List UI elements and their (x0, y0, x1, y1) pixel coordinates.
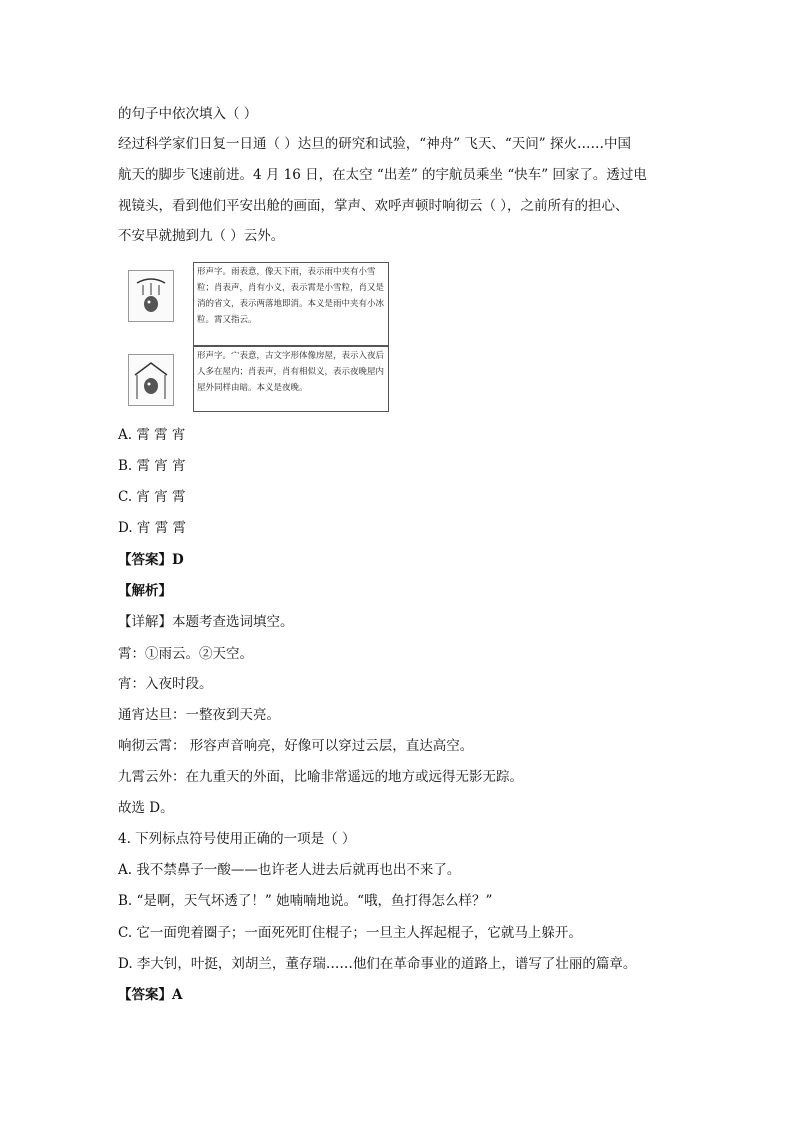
q4-stem: 4. 下列标点符号使用正确的一项是（ ） (118, 831, 356, 847)
q4-option-c: C. 它一面兜着圈子；一面死死盯住棍子；一旦主人挥起棍子，它就马上躲开。 (118, 925, 582, 941)
stem-line-5: 不安早就抛到九（ ）云外。 (118, 228, 285, 244)
option-b: B. 霄 宵 宵 (118, 458, 186, 474)
q4-option-b: B. “是啊，天气坏透了！” 她喃喃地说。“哦，鱼打得怎么样？” (118, 893, 493, 909)
q3-detail-line: 故选 D。 (118, 800, 174, 816)
stem-line-3: 航天的脚步飞速前进。4 月 16 日，在太空 “出差” 的宇航员乘坐 “快车” 回家了。透过电 (118, 167, 647, 183)
option-a: A. 霄 霄 宵 (118, 427, 186, 443)
xiao-rain-explanation: 形声字。雨表意，像天下雨，表示雨中夹有小雪粒；肖表声，肖有小义，表示霄是小雪粒，肖又是消的省文，表示两落地即消。本义是雨中夹有小冰粒。霄又指云。 (193, 262, 389, 346)
stem-line-2: 经过科学家们日复一日通（ ）达旦的研究和试验，“神舟” 飞天、“天问” 探火……中国 (118, 136, 631, 152)
character-figure (118, 262, 398, 412)
q3-detail-line: 【详解】本题考查选词填空。 (118, 614, 294, 630)
q3-detail-line: 宵：入夜时段。 (118, 676, 213, 692)
q4-option-a: A. 我不禁鼻子一酸——也许老人进去后就再也出不来了。 (118, 862, 461, 878)
q4-option-d: D. 李大钊，叶挺，刘胡兰，董存瑞……他们在革命事业的道路上，谱写了壮丽的篇章。 (118, 956, 637, 972)
q4-answer: 【答案】A (118, 987, 183, 1003)
q3-detail-line: 九霄云外：在九重天的外面，比喻非常遥远的地方或远得无影无踪。 (118, 769, 523, 785)
stem-line-1: 的句子中依次填入（ ） (118, 106, 258, 122)
q3-detail-line: 霄：①雨云。②天空。 (118, 646, 253, 662)
q3-detail-line: 通宵达旦：一整夜到天亮。 (118, 707, 280, 723)
house-glyph-image (128, 354, 174, 406)
xiao-night-explanation: 形声字。宀表意，古文字形体像房屋，表示入夜后人多在屋内；肖表声，肖有相似义，表示夜晚屋内屋外同样由暗。本义是夜晚。 (193, 346, 389, 412)
option-d: D. 宵 霄 霄 (118, 520, 187, 536)
q3-analysis-label: 【解析】 (118, 583, 172, 599)
q3-detail-line: 响彻云霄： 形容声音响亮，好像可以穿过云层，直达高空。 (118, 738, 474, 754)
rain-glyph-image (128, 270, 174, 322)
stem-line-4: 视镜头，看到他们平安出舱的画面，掌声、欢呼声顿时响彻云（ ），之前所有的担心、 (118, 198, 629, 214)
q3-answer: 【答案】D (118, 552, 184, 568)
option-c: C. 宵 宵 霄 (118, 489, 186, 505)
